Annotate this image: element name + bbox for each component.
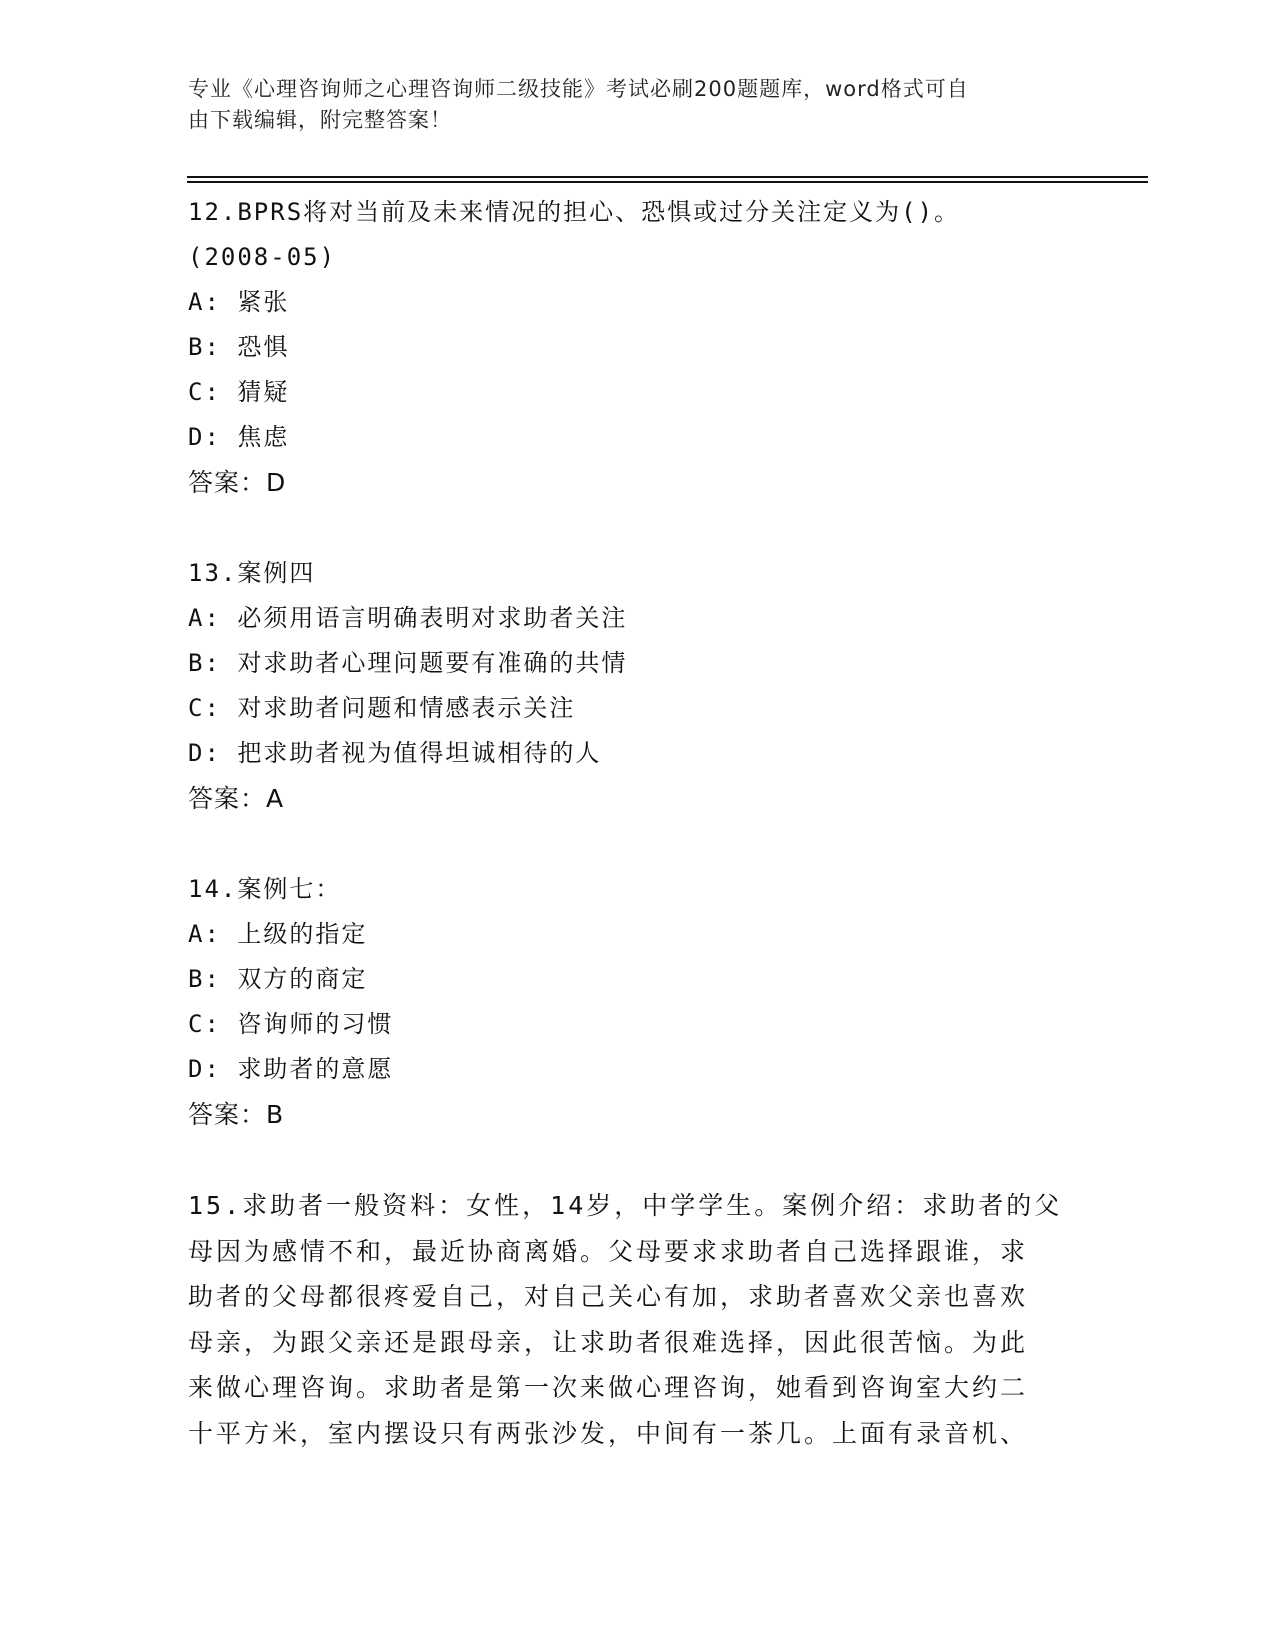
spacer — [188, 821, 1088, 867]
option-a: A: 上级的指定 — [188, 920, 368, 948]
question-stem-cont: (2008-05) — [188, 243, 337, 271]
question-14 — [188, 867, 1088, 1137]
option-a: A: 必须用语言明确表明对求助者关注 — [188, 604, 628, 632]
document-header — [188, 74, 1068, 136]
question-13 — [188, 551, 1088, 821]
question-12 — [188, 190, 1088, 505]
paragraph-line: 来做心理咨询。求助者是第一次来做心理咨询，她看到咨询室大约二 — [188, 1373, 1029, 1403]
header-line-2: 由下载编辑，附完整答案！ — [188, 108, 452, 132]
answer: 答案：D — [188, 468, 287, 497]
question-stem: 13.案例四 — [188, 559, 316, 587]
option-d: D: 焦虑 — [188, 423, 290, 451]
option-d: D: 求助者的意愿 — [188, 1055, 394, 1083]
paragraph-line: 十平方米，室内摆设只有两张沙发，中间有一茶几。上面有录音机、 — [188, 1418, 1029, 1448]
option-b: B: 对求助者心理问题要有准确的共情 — [188, 649, 628, 677]
question-stem: 14.案例七： — [188, 875, 342, 903]
paragraph-line: 母因为感情不和，最近协商离婚。父母要求求助者自己选择跟谁，求 — [188, 1236, 1029, 1266]
header-line-1: 专业《心理咨询师之心理咨询师二级技能》考试必刷200题题库，word格式可自 — [188, 77, 969, 101]
option-c: C: 猜疑 — [188, 378, 290, 406]
answer: 答案：A — [188, 784, 285, 813]
option-b: B: 双方的商定 — [188, 965, 368, 993]
option-a: A: 紧张 — [188, 288, 290, 316]
header-divider-top — [187, 176, 1148, 178]
option-b: B: 恐惧 — [188, 333, 290, 361]
paragraph-line: 助者的父母都很疼爱自己，对自己关心有加，求助者喜欢父亲也喜欢 — [188, 1282, 1029, 1312]
spacer — [188, 1137, 1088, 1183]
question-stem: 12.BPRS将对当前及未来情况的担心、恐惧或过分关注定义为()。 — [188, 198, 961, 226]
answer: 答案：B — [188, 1100, 285, 1129]
question-15 — [188, 1183, 1088, 1457]
paragraph-line: 15.求助者一般资料：女性，14岁，中学学生。案例介绍：求助者的父 — [188, 1191, 1063, 1220]
spacer — [188, 505, 1088, 551]
header-divider-bottom — [187, 181, 1148, 183]
option-c: C: 咨询师的习惯 — [188, 1010, 394, 1038]
option-d: D: 把求助者视为值得坦诚相待的人 — [188, 739, 602, 767]
paragraph-line: 母亲，为跟父亲还是跟母亲，让求助者很难选择，因此很苦恼。为此 — [188, 1327, 1029, 1357]
question-list — [188, 190, 1088, 1457]
option-c: C: 对求助者问题和情感表示关注 — [188, 694, 576, 722]
